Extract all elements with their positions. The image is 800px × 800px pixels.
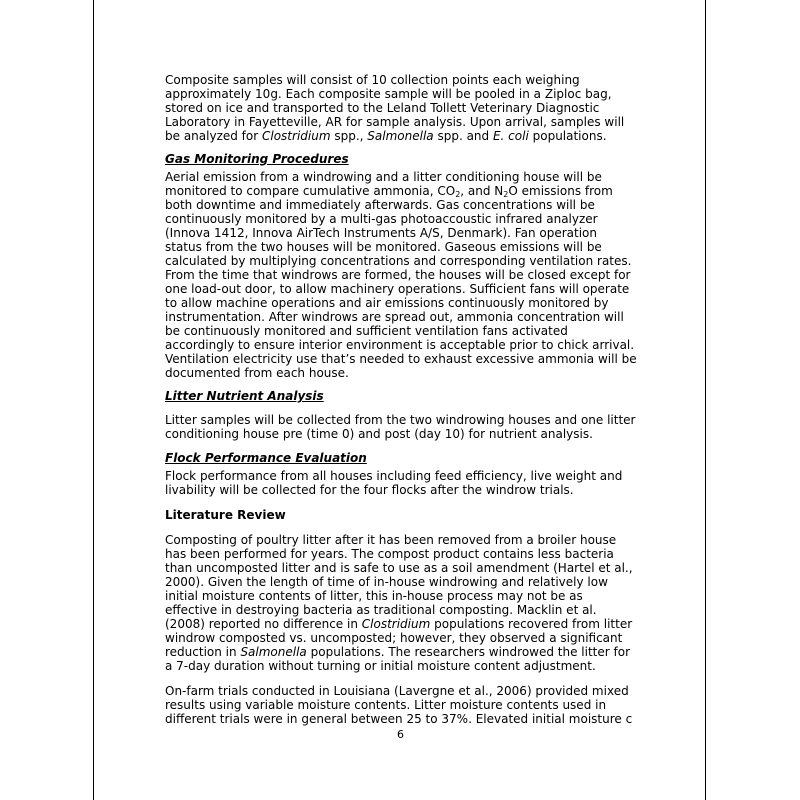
italic-term: E. coli	[492, 129, 529, 143]
text-run: spp.,	[330, 129, 368, 143]
literature-review-paragraph	[165, 533, 637, 673]
italic-term: Salmonella	[367, 129, 434, 143]
text-run: populations.	[528, 129, 607, 143]
gas-monitoring-paragraph	[165, 170, 637, 380]
litter-nutrient-heading: Litter Nutrient Analysis	[165, 389, 324, 403]
italic-term: Salmonella	[240, 645, 307, 659]
page-number: 6	[397, 728, 404, 741]
litter-nutrient-paragraph: Litter samples will be collected from the two windrowing houses and one litter conditioning house pre (time 0) and post (day 10) for nutrient analysis.	[165, 413, 636, 441]
text-run: populations recovered from litter windrow composted vs. uncomposted; however, they observed a significant reduction in	[165, 617, 633, 659]
text-run: spp. and	[433, 129, 493, 143]
flock-performance-heading: Flock Performance Evaluation	[165, 451, 367, 465]
text-run: On-farm trials conducted in Louisiana (Lavergne et al., 2006) provided mixed results using variable moisture contents. Litter moisture contents used in	[165, 684, 629, 712]
on-farm-trials-paragraph	[165, 684, 637, 712]
subscript: 2	[455, 190, 461, 199]
truncated-line: different trials were in general between 25 to 37%. Elevated initial moisture c	[165, 712, 633, 726]
page-content	[165, 73, 637, 726]
gas-monitoring-heading: Gas Monitoring Procedures	[165, 152, 349, 166]
italic-term: Clostridium	[262, 129, 331, 143]
literature-review-heading: Literature Review	[165, 508, 286, 522]
document-page	[93, 0, 706, 800]
text-run: Aerial emission from a windrowing and a litter conditioning house will be monitored to compare cumulative ammonia, CO	[165, 170, 602, 198]
subscript: 2	[503, 190, 509, 199]
text-run: , and N	[460, 184, 504, 198]
flock-performance-paragraph: Flock performance from all houses including feed efficiency, live weight and livability will be collected for the four flocks after the windrow trials.	[165, 469, 623, 497]
text-run: populations. The researchers windrowed the litter for a 7-day duration without turning or initial moisture content adjustment.	[165, 645, 631, 673]
composite-samples-paragraph	[165, 73, 637, 143]
text-run: Composting of poultry litter after it has been removed from a broiler house has been performed for years. The compost product contains less bacteria than uncomposted litter and is safe to use as a soil amendment (Hartel et al., 2000). Given the length of time of in-house windrowing and relatively low initial moisture contents of litter, this in-house process may not be as effective in destroying bacteria as traditional composting. Macklin et al. (2008) reported no difference in	[165, 533, 633, 631]
text-run: Composite samples will consist of 10 collection points each weighing approximately 10g. Each composite sample will be pooled in a Ziploc bag, stored on ice and transported to the Leland Tollett Veterinary Diagnostic Laboratory in Fayetteville, AR for sample analysis. Upon arrival, samples will be analyzed for	[165, 73, 625, 143]
italic-term: Clostridium	[361, 617, 431, 631]
text-run: O emissions from both downtime and immediately afterwards. Gas concentrations will be continuously monitored by a multi-gas photoaccoustic infrared analyzer (Innova 1412, Innova AirTech Instruments A/S, Denmark). Fan operation status from the two houses will be monitored. Gaseous emissions will be calculated by multiplying concentrations and corresponding ventilation rates. From the time that windrows are formed, the houses will be closed except for one load-out door, to allow machinery operations. Sufficient fans will operate to allow machine operations and air emissions continuously monitored by instrumentation. After windrows are spread out, ammonia concentration will be continuously monitored and sufficient ventilation fans activated accordingly to ensure interior environment is acceptable prior to chick arrival. Ventilation electricity use that’s needed to exhaust excessive ammonia will be documented from each house.	[165, 184, 637, 380]
